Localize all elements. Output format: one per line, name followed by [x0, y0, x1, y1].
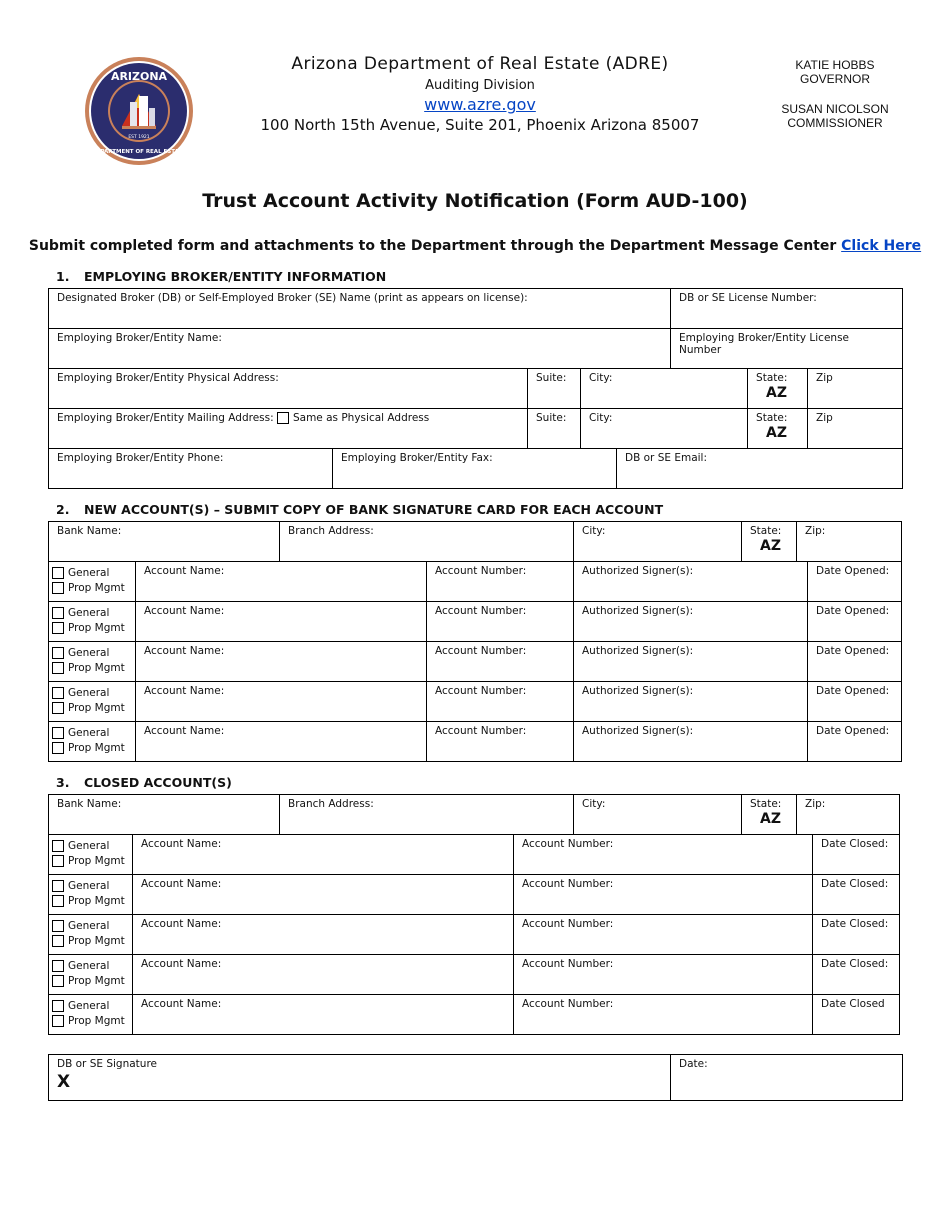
- prop-mgmt-checkbox[interactable]: [52, 662, 64, 674]
- authorized-signers-field[interactable]: Authorized Signer(s):: [574, 562, 808, 602]
- general-label: General: [68, 647, 110, 659]
- same-as-physical-checkbox[interactable]: [277, 412, 289, 424]
- prop-mgmt-checkbox[interactable]: [52, 895, 64, 907]
- db-license-field[interactable]: DB or SE License Number:: [671, 289, 903, 329]
- general-checkbox[interactable]: [52, 567, 64, 579]
- closed-account-row: [49, 835, 900, 875]
- account-type-cell: [49, 995, 133, 1035]
- mailing-city-field[interactable]: City:: [581, 409, 748, 449]
- prop-mgmt-checkbox[interactable]: [52, 582, 64, 594]
- prop-mgmt-label: Prop Mgmt: [68, 622, 125, 634]
- adre-seal-logo: [84, 56, 194, 166]
- website-link[interactable]: www.azre.gov: [424, 95, 536, 114]
- closed-account-number-field[interactable]: Account Number:: [514, 995, 813, 1035]
- general-label: General: [68, 687, 110, 699]
- closed-bank-zip-field[interactable]: Zip:: [797, 795, 900, 835]
- mailing-suite-field[interactable]: Suite:: [528, 409, 581, 449]
- prop-mgmt-label: Prop Mgmt: [68, 1015, 125, 1027]
- general-label: General: [68, 920, 110, 932]
- authorized-signers-field[interactable]: Authorized Signer(s):: [574, 722, 808, 762]
- new-account-row: [49, 602, 902, 642]
- signature-table: [48, 1054, 903, 1101]
- email-field[interactable]: DB or SE Email:: [617, 449, 903, 489]
- new-account-name-field[interactable]: Account Name:: [136, 642, 427, 682]
- general-label: General: [68, 880, 110, 892]
- physical-city-field[interactable]: City:: [581, 369, 748, 409]
- phone-field[interactable]: Employing Broker/Entity Phone:: [49, 449, 333, 489]
- broker-info-table: [48, 288, 903, 449]
- account-type-cell: [49, 602, 136, 642]
- db-name-field[interactable]: Designated Broker (DB) or Self-Employed Broker (SE) Name (print as appears on license):: [49, 289, 671, 329]
- general-label: General: [68, 1000, 110, 1012]
- new-account-row: [49, 722, 902, 762]
- general-checkbox[interactable]: [52, 920, 64, 932]
- general-label: General: [68, 607, 110, 619]
- closed-account-number-field[interactable]: Account Number:: [514, 955, 813, 995]
- officials-block: [760, 58, 910, 130]
- closed-account-name-field[interactable]: Account Name:: [133, 955, 514, 995]
- signature-date-field[interactable]: Date:: [671, 1055, 903, 1101]
- date-closed-field[interactable]: Date Closed: [813, 995, 900, 1035]
- account-type-cell: [49, 955, 133, 995]
- general-label: General: [68, 960, 110, 972]
- entity-license-field[interactable]: Employing Broker/Entity License Number: [671, 329, 903, 369]
- prop-mgmt-label: Prop Mgmt: [68, 855, 125, 867]
- closed-account-number-field[interactable]: Account Number:: [514, 835, 813, 875]
- general-checkbox[interactable]: [52, 1000, 64, 1012]
- seal-top-text: ARIZONA: [110, 70, 168, 83]
- authorized-signers-field[interactable]: Authorized Signer(s):: [574, 682, 808, 722]
- new-account-number-field[interactable]: Account Number:: [427, 642, 574, 682]
- account-type-cell: [49, 915, 133, 955]
- mailing-state-value: AZ: [766, 425, 788, 441]
- date-opened-field[interactable]: Date Opened:: [808, 642, 902, 682]
- prop-mgmt-checkbox[interactable]: [52, 1015, 64, 1027]
- date-opened-field[interactable]: Date Opened:: [808, 682, 902, 722]
- prop-mgmt-checkbox[interactable]: [52, 702, 64, 714]
- closed-bank-city-field[interactable]: City:: [574, 795, 742, 835]
- new-account-row: [49, 642, 902, 682]
- closed-account-number-field[interactable]: Account Number:: [514, 915, 813, 955]
- agency-name: Arizona Department of Real Estate (ADRE): [291, 54, 669, 74]
- new-account-number-field[interactable]: Account Number:: [427, 562, 574, 602]
- physical-suite-field[interactable]: Suite:: [528, 369, 581, 409]
- new-account-name-field[interactable]: Account Name:: [136, 562, 427, 602]
- date-opened-field[interactable]: Date Opened:: [808, 722, 902, 762]
- closed-account-row: [49, 915, 900, 955]
- general-checkbox[interactable]: [52, 727, 64, 739]
- account-type-cell: [49, 875, 133, 915]
- commissioner-title: COMMISSIONER: [787, 116, 883, 130]
- account-type-cell: [49, 722, 136, 762]
- signature-x-mark: X: [57, 1072, 71, 1092]
- general-checkbox[interactable]: [52, 960, 64, 972]
- account-type-cell: [49, 835, 133, 875]
- mailing-zip-field[interactable]: Zip: [808, 409, 903, 449]
- commissioner-name: SUSAN NICOLSON: [781, 102, 889, 116]
- new-branch-address-field[interactable]: Branch Address:: [280, 522, 574, 562]
- fax-field[interactable]: Employing Broker/Entity Fax:: [333, 449, 617, 489]
- mailing-state-field[interactable]: State: AZ: [748, 409, 808, 449]
- prop-mgmt-checkbox[interactable]: [52, 855, 64, 867]
- form-title: Trust Account Activity Notification (Form AUD-100): [202, 190, 748, 212]
- closed-account-row: [49, 955, 900, 995]
- general-checkbox[interactable]: [52, 840, 64, 852]
- date-closed-field[interactable]: Date Closed:: [813, 835, 900, 875]
- agency-header: [250, 54, 710, 134]
- seal-bottom-text: DEPARTMENT OF REAL ESTATE: [92, 149, 186, 155]
- new-bank-city-field[interactable]: City:: [574, 522, 742, 562]
- new-bank-table: [48, 521, 902, 562]
- date-closed-field[interactable]: Date Closed:: [813, 875, 900, 915]
- governor-name: KATIE HOBBS: [795, 58, 875, 72]
- prop-mgmt-checkbox[interactable]: [52, 742, 64, 754]
- closed-account-row: [49, 995, 900, 1035]
- closed-account-name-field[interactable]: Account Name:: [133, 875, 514, 915]
- new-bank-name-field[interactable]: Bank Name:: [49, 522, 280, 562]
- section1-heading: 1. EMPLOYING BROKER/ENTITY INFORMATION: [56, 269, 387, 284]
- general-checkbox[interactable]: [52, 880, 64, 892]
- section2-heading: 2. NEW ACCOUNT(S) – SUBMIT COPY OF BANK SIGNATURE CARD FOR EACH ACCOUNT: [56, 502, 664, 517]
- closed-account-row: [49, 875, 900, 915]
- section3-heading: 3. CLOSED ACCOUNT(S): [56, 775, 232, 790]
- new-bank-state-field[interactable]: State: AZ: [742, 522, 797, 562]
- closed-account-name-field[interactable]: Account Name:: [133, 995, 514, 1035]
- prop-mgmt-label: Prop Mgmt: [68, 582, 125, 594]
- prop-mgmt-label: Prop Mgmt: [68, 935, 125, 947]
- physical-address-field[interactable]: Employing Broker/Entity Physical Address:: [49, 369, 528, 409]
- prop-mgmt-label: Prop Mgmt: [68, 975, 125, 987]
- signature-field[interactable]: DB or SE Signature X: [49, 1055, 671, 1101]
- general-checkbox[interactable]: [52, 647, 64, 659]
- division-name: Auditing Division: [425, 78, 535, 93]
- date-opened-field[interactable]: Date Opened:: [808, 602, 902, 642]
- new-account-name-field[interactable]: Account Name:: [136, 682, 427, 722]
- physical-state-field[interactable]: State: AZ: [748, 369, 808, 409]
- physical-state-value: AZ: [766, 385, 788, 401]
- closed-bank-state-value: AZ: [760, 811, 781, 827]
- new-accounts-table: [48, 561, 902, 762]
- new-bank-state-value: AZ: [760, 538, 781, 554]
- submit-text: Submit completed form and attachments to the Department through the Department Message Center: [28, 238, 837, 254]
- account-type-cell: [49, 642, 136, 682]
- closed-branch-address-field[interactable]: Branch Address:: [280, 795, 574, 835]
- prop-mgmt-label: Prop Mgmt: [68, 662, 125, 674]
- click-here-link[interactable]: Click Here: [841, 238, 922, 254]
- prop-mgmt-label: Prop Mgmt: [68, 742, 125, 754]
- prop-mgmt-checkbox[interactable]: [52, 622, 64, 634]
- new-account-number-field[interactable]: Account Number:: [427, 602, 574, 642]
- prop-mgmt-checkbox[interactable]: [52, 975, 64, 987]
- governor-title: GOVERNOR: [799, 72, 870, 86]
- new-account-row: [49, 562, 902, 602]
- closed-account-number-field[interactable]: Account Number:: [514, 875, 813, 915]
- general-label: General: [68, 727, 110, 739]
- new-account-name-field[interactable]: Account Name:: [136, 722, 427, 762]
- general-label: General: [68, 567, 110, 579]
- new-account-number-field[interactable]: Account Number:: [427, 722, 574, 762]
- closed-bank-state-field[interactable]: State: AZ: [742, 795, 797, 835]
- prop-mgmt-label: Prop Mgmt: [68, 702, 125, 714]
- new-account-number-field[interactable]: Account Number:: [427, 682, 574, 722]
- mailing-address-field[interactable]: Employing Broker/Entity Mailing Address: Same as Physical Address: [49, 409, 528, 449]
- general-checkbox[interactable]: [52, 607, 64, 619]
- new-account-row: [49, 682, 902, 722]
- date-closed-field[interactable]: Date Closed:: [813, 915, 900, 955]
- closed-bank-table: [48, 794, 900, 835]
- same-as-physical-label: Same as Physical Address: [292, 412, 430, 424]
- date-opened-field[interactable]: Date Opened:: [808, 562, 902, 602]
- account-type-cell: [49, 682, 136, 722]
- broker-contact-table: [48, 448, 903, 489]
- new-bank-zip-field[interactable]: Zip:: [797, 522, 902, 562]
- closed-bank-name-field[interactable]: Bank Name:: [49, 795, 280, 835]
- date-closed-field[interactable]: Date Closed:: [813, 955, 900, 995]
- new-account-name-field[interactable]: Account Name:: [136, 602, 427, 642]
- prop-mgmt-label: Prop Mgmt: [68, 895, 125, 907]
- seal-est-text: EST 1921: [128, 135, 150, 140]
- closed-account-name-field[interactable]: Account Name:: [133, 915, 514, 955]
- closed-account-name-field[interactable]: Account Name:: [133, 835, 514, 875]
- authorized-signers-field[interactable]: Authorized Signer(s):: [574, 602, 808, 642]
- entity-name-field[interactable]: Employing Broker/Entity Name:: [49, 329, 671, 369]
- general-label: General: [68, 840, 110, 852]
- prop-mgmt-checkbox[interactable]: [52, 935, 64, 947]
- account-type-cell: [49, 562, 136, 602]
- submit-instructions: [0, 238, 950, 254]
- authorized-signers-field[interactable]: Authorized Signer(s):: [574, 642, 808, 682]
- general-checkbox[interactable]: [52, 687, 64, 699]
- closed-accounts-table: [48, 834, 900, 1035]
- agency-address: 100 North 15th Avenue, Suite 201, Phoenix Arizona 85007: [260, 116, 700, 134]
- physical-zip-field[interactable]: Zip: [808, 369, 903, 409]
